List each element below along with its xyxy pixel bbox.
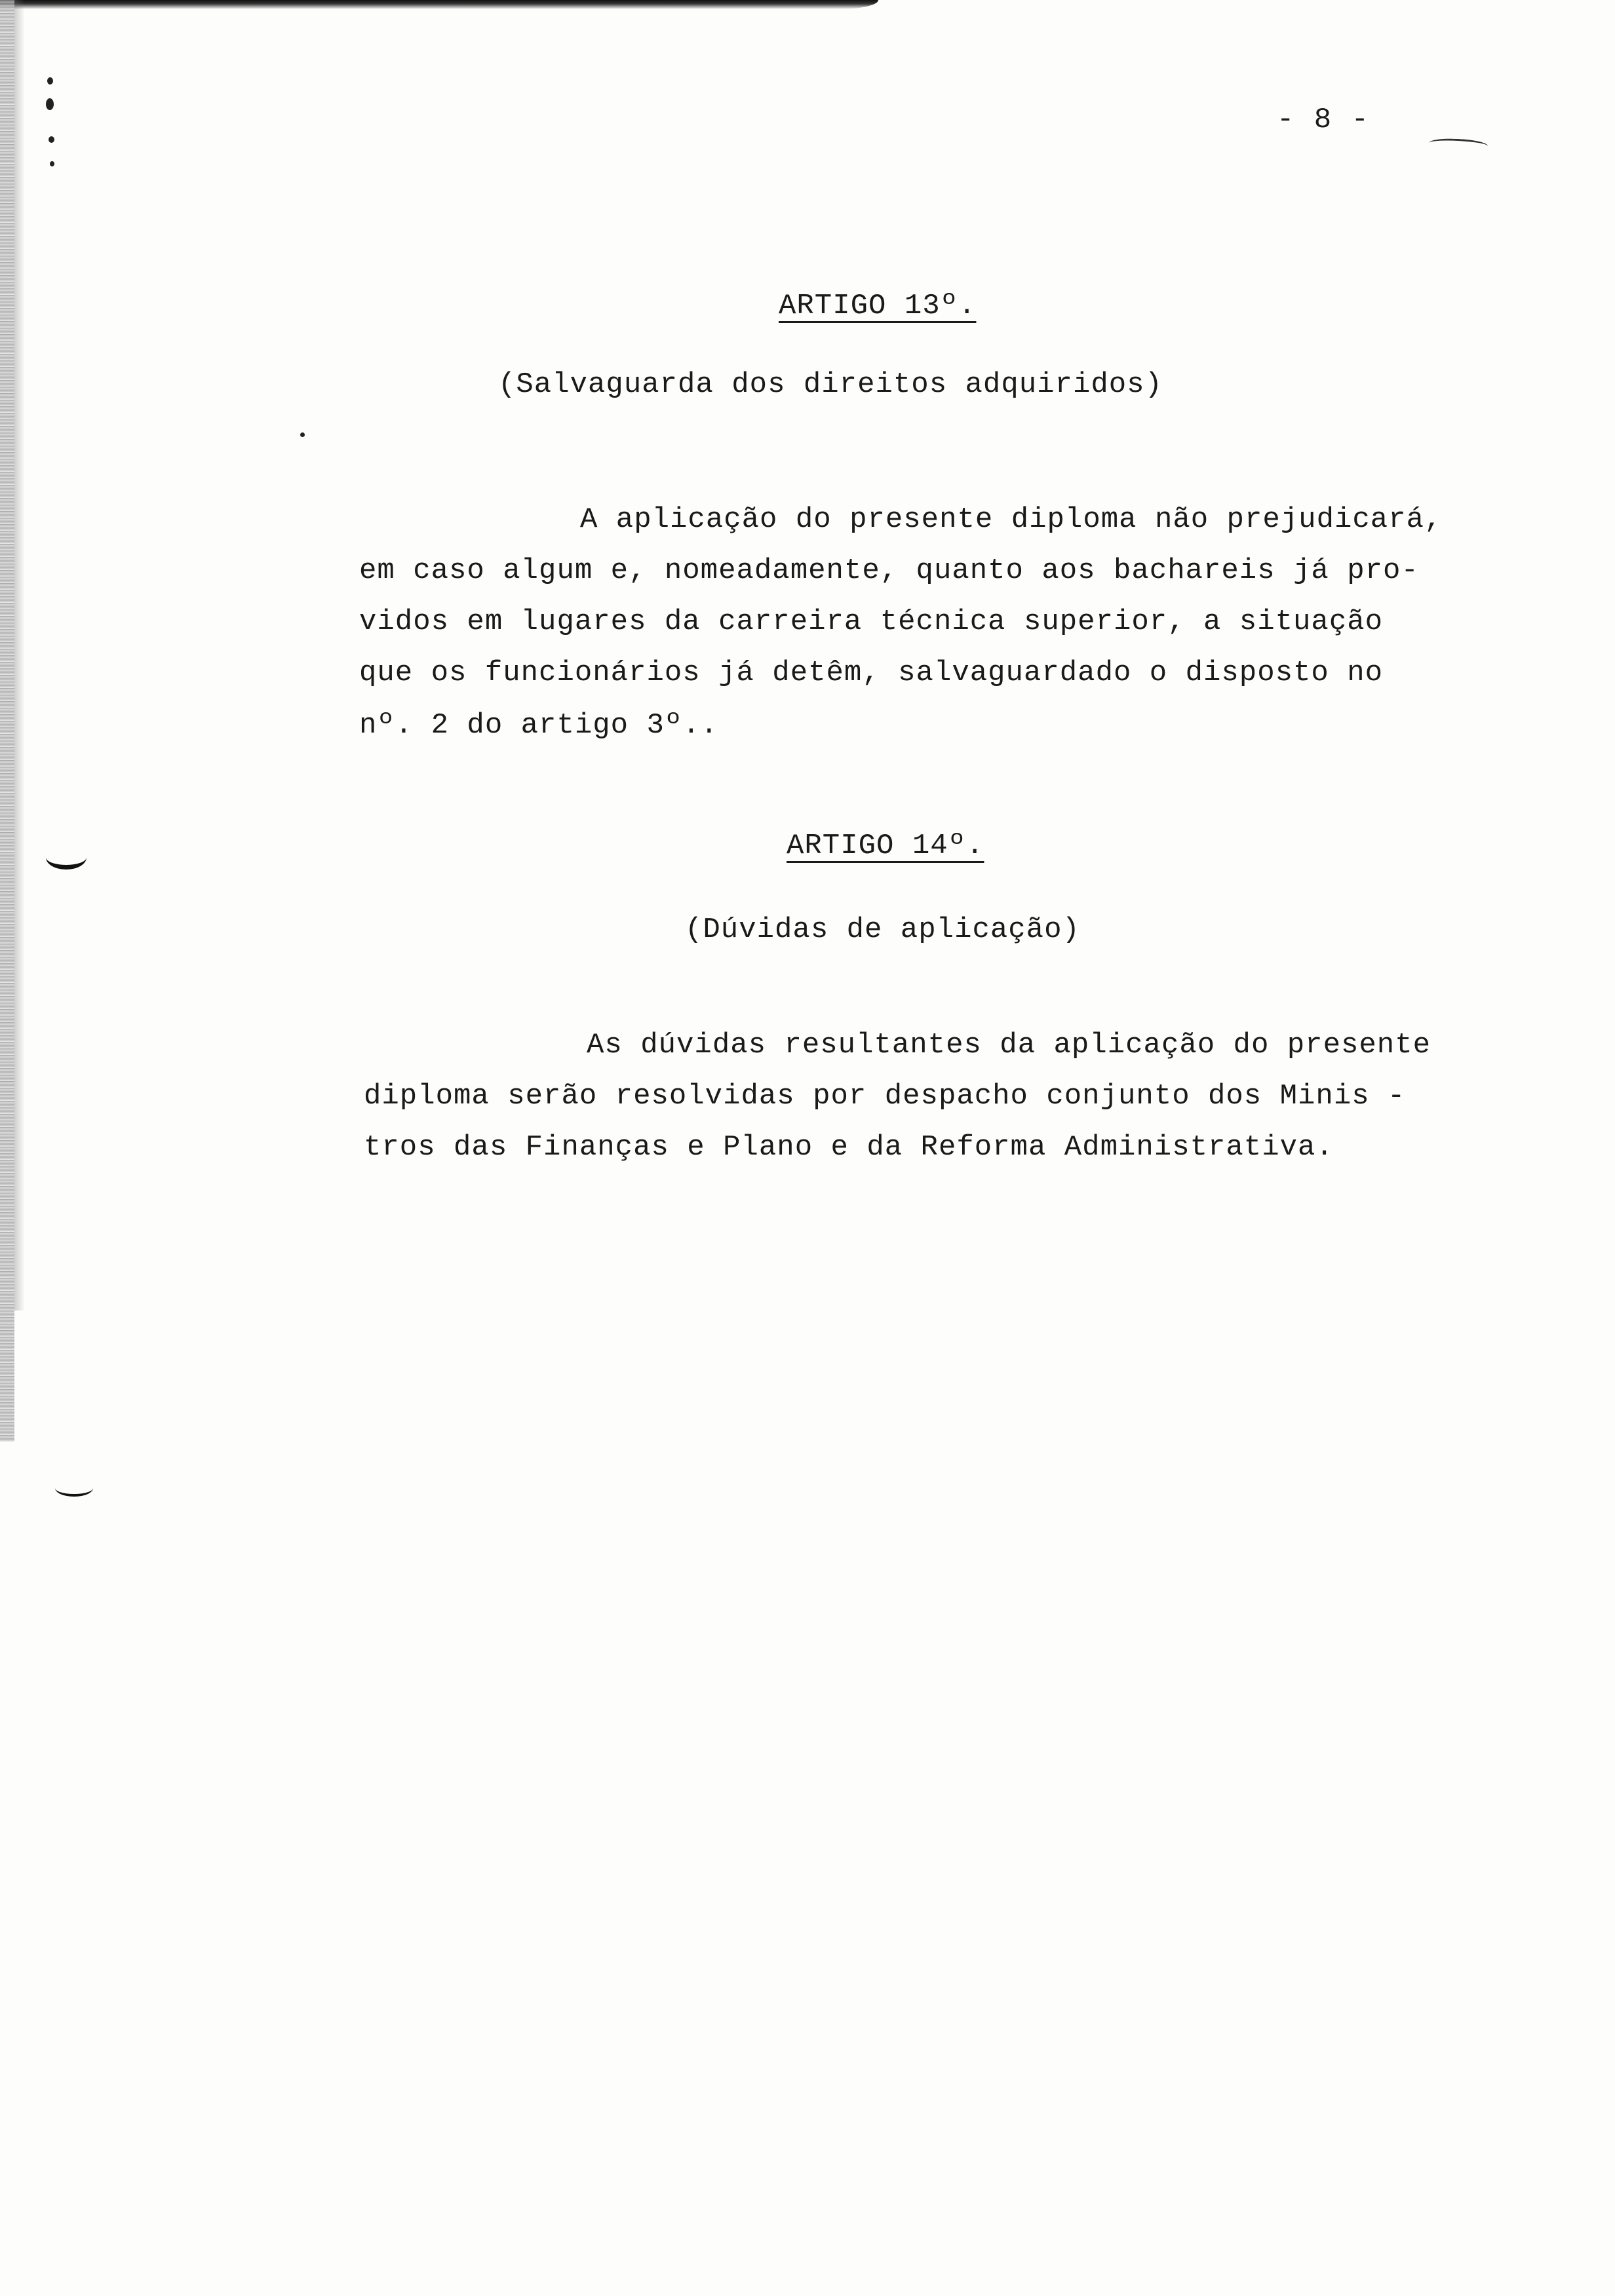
scan-left-shadow [14, 0, 25, 1311]
scan-speck [46, 98, 54, 110]
article-subtitle: (Dúvidas de aplicação) [685, 913, 1080, 946]
scan-speck [47, 77, 53, 85]
page-number: - 8 - [1277, 104, 1371, 136]
paragraph-line: diploma serão resolvidas por despacho conjunto dos Minis - [364, 1080, 1406, 1113]
punch-hole-mark [46, 845, 87, 870]
paragraph-line: vidos em lugares da carreira técnica superior, a situação [359, 605, 1384, 638]
scan-top-edge [0, 0, 878, 9]
scan-speck [300, 432, 305, 437]
scan-speck [50, 161, 54, 166]
scan-speck [49, 136, 54, 143]
scan-left-edge [0, 0, 14, 1442]
paragraph-line: As dúvidas resultantes da aplicação do presente [587, 1029, 1431, 1062]
article-heading: ARTIGO 13º. [779, 290, 977, 322]
paragraph-line: nº. 2 do artigo 3º.. [359, 709, 719, 742]
handwritten-dash [1429, 138, 1489, 152]
punch-hole-mark [55, 1480, 93, 1497]
paragraph-line: tros das Finanças e Plano e da Reforma Administrativa. [364, 1131, 1334, 1164]
article-heading: ARTIGO 14º. [787, 830, 984, 862]
paragraph-line: que os funcionários já detêm, salvaguardado o disposto no [359, 657, 1384, 689]
paragraph-line: em caso algum e, nomeadamente, quanto aos bachareis já pro- [359, 554, 1419, 587]
article-subtitle: (Salvaguarda dos direitos adquiridos) [498, 368, 1163, 401]
paragraph-line: A aplicação do presente diploma não prejudicará, [580, 503, 1443, 536]
